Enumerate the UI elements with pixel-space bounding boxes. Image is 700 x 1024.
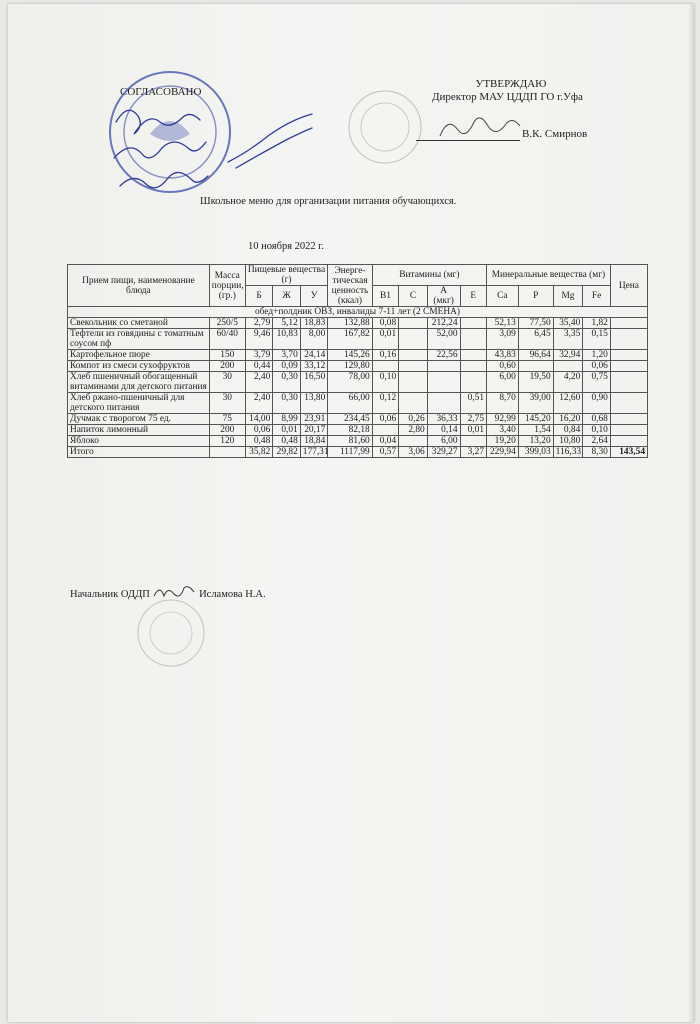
header-b1: В1 [372,286,398,307]
cell-energy: 167,82 [328,329,372,350]
total-meal: Итого [68,447,210,458]
cell-mass: 250/5 [209,318,245,329]
cell-mass: 60/40 [209,329,245,350]
cell-energy: 145,26 [328,350,372,361]
director-name: В.К. Смирнов [522,128,588,140]
cell-meal: Компот из смеси сухофруктов [68,361,210,372]
cell-b: 9,46 [245,329,273,350]
cell-e: 2,75 [460,414,486,425]
cell-b1: 0,10 [372,372,398,393]
director-title: Директор МАУ ЦДДП ГО г.Уфа [432,91,583,103]
cell-fe: 0,75 [583,372,611,393]
cell-a [427,372,460,393]
cell-p: 6,45 [518,329,553,350]
chief-label: Начальник ОДДП [70,589,150,600]
cell-ca: 3,40 [487,425,519,436]
cell-zh: 10,83 [273,329,301,350]
cell-energy: 81,60 [328,436,372,447]
cell-c: 2,80 [399,425,428,436]
cell-b: 14,00 [245,414,273,425]
header-meal: Прием пищи, наименование блюда [68,265,210,307]
table-row [68,329,648,350]
total-row [68,447,648,458]
cell-mg [553,361,583,372]
cell-b: 2,40 [245,393,273,414]
document-page [8,4,694,1022]
cell-u: 16,50 [300,372,328,393]
total-c: 3,06 [399,447,428,458]
header-price: Цена [610,265,647,307]
cell-p: 19,50 [518,372,553,393]
cell-b: 3,79 [245,350,273,361]
cell-e [460,318,486,329]
total-price: 143,54 [610,447,647,458]
cell-energy: 129,80 [328,361,372,372]
header-zh: Ж [273,286,301,307]
total-b: 35,82 [245,447,273,458]
header-vitamins: Витамины (мг) [372,265,486,286]
cell-b: 0,44 [245,361,273,372]
cell-u: 18,83 [300,318,328,329]
cell-u: 24,14 [300,350,328,361]
cell-a [427,361,460,372]
cell-zh: 0,01 [273,425,301,436]
cell-a: 22,56 [427,350,460,361]
total-energy: 1117,99 [328,447,372,458]
cell-fe: 0,06 [583,361,611,372]
cell-zh: 0,30 [273,372,301,393]
cell-b: 0,06 [245,425,273,436]
total-u: 177,31 [300,447,328,458]
total-mass [209,447,245,458]
cell-c: 0,26 [399,414,428,425]
menu-table [67,264,648,458]
header-nutrients: Пищевые вещества (г) [245,265,328,286]
cell-zh: 0,09 [273,361,301,372]
cell-energy: 132,88 [328,318,372,329]
cell-p: 39,00 [518,393,553,414]
header-p: P [518,286,553,307]
cell-fe: 1,20 [583,350,611,361]
cell-b: 2,79 [245,318,273,329]
cell-b1: 0,04 [372,436,398,447]
cell-e [460,329,486,350]
cell-meal: Хлеб ржано-пшеничный для детского питания [68,393,210,414]
table-row [68,361,648,372]
cell-u: 33,12 [300,361,328,372]
chief-signature [152,584,196,600]
cell-zh: 0,48 [273,436,301,447]
cell-price [610,372,647,393]
table-row [68,318,648,329]
cell-meal: Тефтели из говядины с томатным соусом пф [68,329,210,350]
cell-b1: 0,16 [372,350,398,361]
cell-mg: 12,60 [553,393,583,414]
cell-p: 13,20 [518,436,553,447]
cell-price [610,318,647,329]
cell-fe: 0,10 [583,425,611,436]
header-a: А (мкг) [427,286,460,307]
cell-u: 20,17 [300,425,328,436]
total-ca: 229,94 [487,447,519,458]
cell-e [460,436,486,447]
cell-b1 [372,361,398,372]
cell-mass: 30 [209,393,245,414]
cell-energy: 66,00 [328,393,372,414]
cell-fe: 0,15 [583,329,611,350]
cell-a: 36,33 [427,414,460,425]
cell-b: 0,48 [245,436,273,447]
cell-b: 2,40 [245,372,273,393]
header-mg: Mg [553,286,583,307]
signature-line [416,140,520,141]
cell-zh: 0,30 [273,393,301,414]
cell-b1: 0,12 [372,393,398,414]
cell-p: 96,64 [518,350,553,361]
document-title: Школьное меню для организации питания обучающихся. [200,196,457,207]
signature-scribble [226,112,316,172]
cell-a: 6,00 [427,436,460,447]
cell-price [610,350,647,361]
cell-u: 18,84 [300,436,328,447]
cell-price [610,361,647,372]
document-date: 10 ноября 2022 г. [248,241,325,252]
cell-energy: 82,18 [328,425,372,436]
cell-p: 145,20 [518,414,553,425]
cell-price [610,393,647,414]
cell-mg: 35,40 [553,318,583,329]
cell-zh: 8,99 [273,414,301,425]
header-energy: Энерге-тическая ценность (ккал) [328,265,372,307]
cell-mg: 16,20 [553,414,583,425]
cell-e: 0,51 [460,393,486,414]
cell-e [460,372,486,393]
cell-ca: 19,20 [487,436,519,447]
table-row [68,393,648,414]
cell-price [610,414,647,425]
total-zh: 29,82 [273,447,301,458]
cell-fe: 2,64 [583,436,611,447]
cell-price [610,329,647,350]
cell-u: 8,00 [300,329,328,350]
cell-a: 212,24 [427,318,460,329]
cell-p [518,361,553,372]
section-title: обед+полдник ОВЗ, инвалиды 7-11 лет (2 СМЕНА) [68,307,648,318]
header-mass: Масса порции, (гр.) [209,265,245,307]
cell-mg: 4,20 [553,372,583,393]
cell-a [427,393,460,414]
cell-mass: 120 [209,436,245,447]
cell-a: 0,14 [427,425,460,436]
total-p: 399,03 [518,447,553,458]
cell-fe: 0,90 [583,393,611,414]
header-u: У [300,286,328,307]
cell-meal: Хлеб пшеничный обогащенный витаминами для детского питания [68,372,210,393]
header-b: Б [245,286,273,307]
cell-ca: 92,99 [487,414,519,425]
cell-u: 23,91 [300,414,328,425]
cell-meal: Дучмак с творогом 75 ед. [68,414,210,425]
cell-ca: 6,00 [487,372,519,393]
cell-energy: 78,00 [328,372,372,393]
cell-fe: 0,68 [583,414,611,425]
cell-u: 13,80 [300,393,328,414]
total-a: 329,27 [427,447,460,458]
header-c: С [399,286,428,307]
header-ca: Ca [487,286,519,307]
cell-c [399,436,428,447]
table-row [68,436,648,447]
cell-price [610,425,647,436]
cell-mg: 3,35 [553,329,583,350]
cell-mg: 0,84 [553,425,583,436]
cell-zh: 3,70 [273,350,301,361]
cell-c [399,361,428,372]
cell-c [399,329,428,350]
header-fe: Fe [583,286,611,307]
total-mg: 116,33 [553,447,583,458]
cell-e [460,361,486,372]
cell-b1: 0,01 [372,329,398,350]
faint-stamp-bottom [134,596,208,670]
cell-meal: Картофельное пюре [68,350,210,361]
cell-ca: 43,83 [487,350,519,361]
cell-p: 77,50 [518,318,553,329]
cell-ca: 8,70 [487,393,519,414]
cell-ca: 3,09 [487,329,519,350]
total-e: 3,27 [460,447,486,458]
cell-a: 52,00 [427,329,460,350]
cell-mg: 10,80 [553,436,583,447]
cell-mass: 150 [209,350,245,361]
cell-p: 1,54 [518,425,553,436]
cell-energy: 234,45 [328,414,372,425]
cell-fe: 1,82 [583,318,611,329]
cell-e: 0,01 [460,425,486,436]
approved-label: УТВЕРЖДАЮ [475,78,547,90]
faint-stamp-top [346,88,424,166]
chief-name: Исламова Н.А. [199,589,266,600]
cell-c [399,318,428,329]
header-e: Е [460,286,486,307]
cell-mass: 30 [209,372,245,393]
cell-ca: 52,13 [487,318,519,329]
cell-c [399,350,428,361]
cell-meal: Яблоко [68,436,210,447]
cell-c [399,393,428,414]
cell-mass: 200 [209,425,245,436]
approval-block [432,78,583,104]
cell-ca: 0,60 [487,361,519,372]
table-row [68,414,648,425]
cell-b1: 0,08 [372,318,398,329]
cell-mg: 32,94 [553,350,583,361]
agreed-label: СОГЛАСОВАНО [120,86,202,98]
chief-signature-line [70,584,266,600]
header-minerals: Минеральные вещества (мг) [487,265,611,286]
total-b1: 0,57 [372,447,398,458]
cell-b1 [372,425,398,436]
cell-zh: 5,12 [273,318,301,329]
cell-mass: 200 [209,361,245,372]
cell-b1: 0,06 [372,414,398,425]
cell-meal: Напиток лимонный [68,425,210,436]
cell-e [460,350,486,361]
table-row [68,350,648,361]
cell-mass: 75 [209,414,245,425]
blue-seal-stamp [106,62,236,212]
cell-meal: Свекольник со сметаной [68,318,210,329]
total-fe: 8,30 [583,447,611,458]
cell-c [399,372,428,393]
table-row [68,425,648,436]
table-row [68,372,648,393]
cell-price [610,436,647,447]
